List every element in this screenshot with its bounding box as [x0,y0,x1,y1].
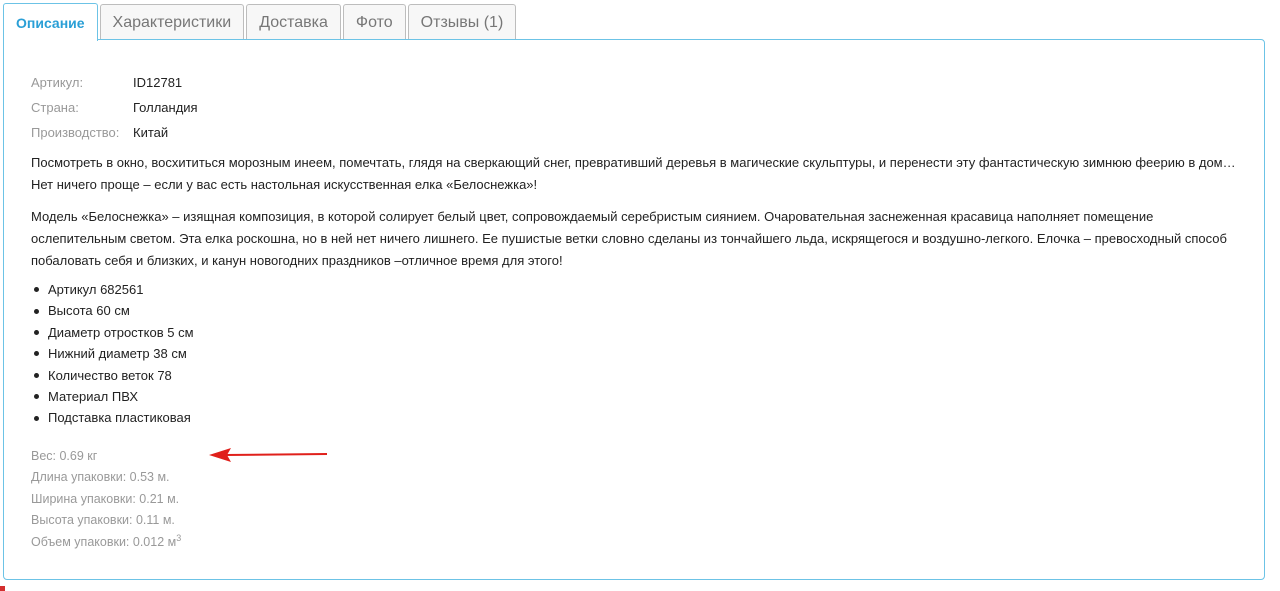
spec-text: Подставка пластиковая [48,410,191,426]
tab-delivery[interactable]: Доставка [246,4,341,40]
property-label: Страна: [31,100,79,115]
spec-text: Материал ПВХ [48,388,138,404]
specs-list [31,279,194,429]
weight-text: Вес: 0.69 кг [31,449,98,463]
product-properties [31,70,198,145]
property-row-manufacture [31,120,198,145]
tab-photo[interactable]: Фото [343,4,406,40]
list-item [31,300,194,321]
list-item [31,279,194,300]
bullet-icon [34,351,39,356]
package-volume-value: Объем упаковки: 0.012 м [31,534,177,549]
list-item [31,322,194,343]
list-item [31,343,194,364]
annotation-arrow-icon [209,446,329,464]
property-row-country [31,95,198,120]
property-value: Китай [133,125,169,140]
bullet-icon [34,416,39,421]
property-label: Производство: [31,125,120,140]
tab-characteristics[interactable]: Характеристики [100,4,245,40]
spec-text: Высота 60 см [48,303,130,319]
package-volume-text [31,532,181,553]
bullet-icon [34,373,39,378]
property-row-article [31,70,198,95]
list-item [31,365,194,386]
tab-bar [3,2,518,40]
bullet-icon [34,394,39,399]
spec-text: Диаметр отростков 5 см [48,324,194,340]
package-width-text: Ширина упаковки: 0.21 м. [31,491,180,506]
volume-superscript: 3 [176,532,182,543]
partial-red-mark [0,586,5,591]
spec-text: Артикул 682561 [48,282,144,297]
list-item [31,386,194,407]
property-value: Голландия [133,100,198,115]
bullet-icon [34,330,39,335]
package-metrics [31,446,181,553]
tab-reviews[interactable]: Отзывы (1) [408,4,517,40]
bullet-icon [34,287,39,292]
property-label: Артикул: [31,75,84,90]
property-value: ID12781 [133,75,183,90]
description-panel [3,39,1265,580]
spec-text: Количество веток 78 [48,367,172,383]
bullet-icon [34,309,39,314]
package-length-text: Длина упаковки: 0.53 м. [31,470,170,485]
tab-description[interactable]: Описание [3,3,98,41]
package-height-text: Высота упаковки: 0.11 м. [31,513,175,528]
description-paragraph-1: Посмотреть в окно, восхититься морозным инеем, помечтать, глядя на сверкающий снег, превративший деревья в магические скульптуры, и перенести эту фантастическую зимнюю феерию в дом… Нет ничего проще – если у вас есть настольная искусственная елка «Белоснежка»! [31,155,1236,192]
spec-text: Нижний диаметр 38 см [48,346,187,362]
list-item [31,407,194,428]
description-paragraph-2: Модель «Белоснежка» – изящная композиция, в которой солирует белый цвет, сопровождаемый серебристым сиянием. Очаровательная заснеженная красавица наполняет помещение ослепительным светом. Эта елка роскошна, но в ней нет ничего лишнего. Ее пушистые ветки словно сделаны из тончайшего льда, искрящегося и воздушно-легкого. Елочка – превосходный способ побаловать себя и близких, и канун новогодних праздников –отличное время для этого! [31,209,1227,268]
